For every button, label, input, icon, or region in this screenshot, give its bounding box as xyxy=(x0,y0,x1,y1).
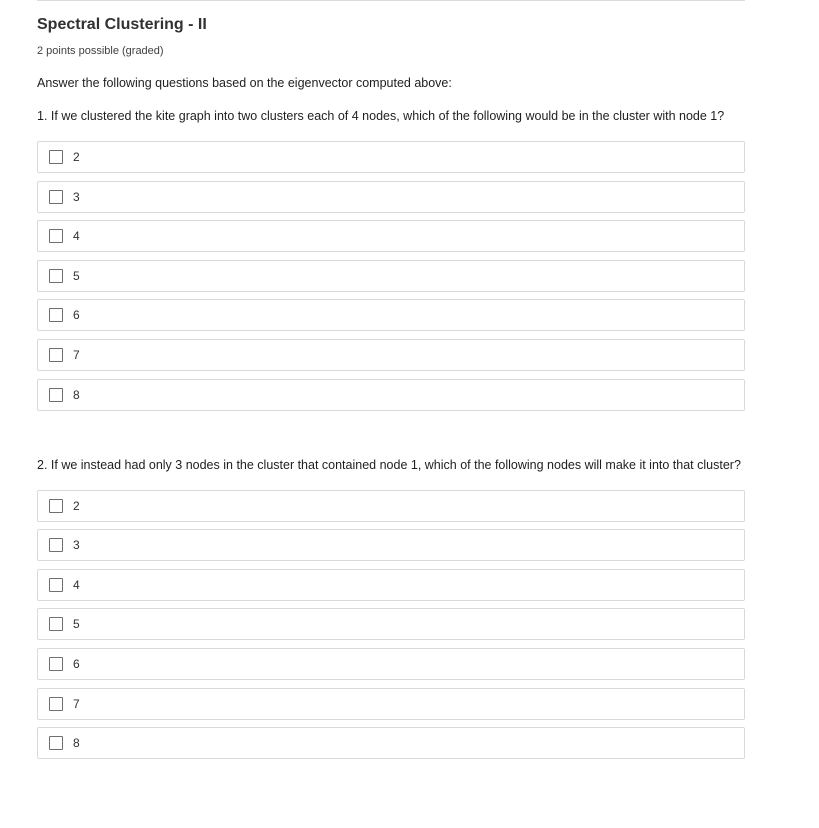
choice-option[interactable] xyxy=(37,379,745,411)
choice-option[interactable] xyxy=(37,569,745,601)
choice-label: 2 xyxy=(73,150,80,164)
choice-label: 6 xyxy=(73,656,80,671)
choice-label: 3 xyxy=(73,189,80,204)
choice-option[interactable] xyxy=(37,260,745,292)
checkbox[interactable] xyxy=(49,578,63,592)
checkbox[interactable] xyxy=(49,697,63,711)
checkbox[interactable] xyxy=(49,736,63,750)
checkbox[interactable] xyxy=(49,229,63,243)
choice-label: 8 xyxy=(73,387,80,402)
checkbox[interactable] xyxy=(49,308,63,322)
choice-option[interactable] xyxy=(37,608,745,640)
choice-option[interactable] xyxy=(37,220,745,252)
choice-option[interactable] xyxy=(37,141,745,173)
choice-label: 2 xyxy=(73,498,80,513)
choice-label: 7 xyxy=(73,347,80,362)
checkbox[interactable] xyxy=(49,499,63,513)
problem-block xyxy=(37,14,745,759)
choice-option[interactable] xyxy=(37,648,745,680)
choice-option[interactable] xyxy=(37,727,745,759)
choice-option[interactable] xyxy=(37,529,745,561)
question-2-choices xyxy=(37,490,745,760)
checkbox[interactable] xyxy=(49,190,63,204)
choice-label: 5 xyxy=(73,617,80,632)
choice-label: 3 xyxy=(73,538,80,553)
choice-option[interactable] xyxy=(37,299,745,331)
checkbox[interactable] xyxy=(49,538,63,552)
checkbox[interactable] xyxy=(49,269,63,283)
question-1-choices xyxy=(37,141,745,411)
top-divider xyxy=(37,0,745,1)
points-possible: 2 points possible (graded) xyxy=(37,45,164,57)
checkbox[interactable] xyxy=(49,150,63,164)
choice-label: 4 xyxy=(73,229,80,244)
choice-label: 8 xyxy=(73,736,80,751)
choice-option[interactable] xyxy=(37,181,745,213)
choice-option[interactable] xyxy=(37,339,745,371)
problem-title: Spectral Clustering - II xyxy=(37,16,207,33)
question-2-text: 2. If we instead had only 3 nodes in the cluster that contained node 1, which of the following nodes will make it into that cluster? xyxy=(37,457,741,472)
question-1-text: 1. If we clustered the kite graph into two clusters each of 4 nodes, which of the following would be in the cluster with node 1? xyxy=(37,109,725,123)
checkbox[interactable] xyxy=(49,617,63,631)
checkbox[interactable] xyxy=(49,657,63,671)
choice-label: 4 xyxy=(73,577,80,592)
problem-intro: Answer the following questions based on the eigenvector computed above: xyxy=(37,76,452,90)
checkbox[interactable] xyxy=(49,388,63,402)
choice-label: 5 xyxy=(73,268,80,283)
choice-label: 7 xyxy=(73,696,80,711)
choice-option[interactable] xyxy=(37,490,745,522)
choice-option[interactable] xyxy=(37,688,745,720)
choice-label: 6 xyxy=(73,308,80,323)
checkbox[interactable] xyxy=(49,348,63,362)
